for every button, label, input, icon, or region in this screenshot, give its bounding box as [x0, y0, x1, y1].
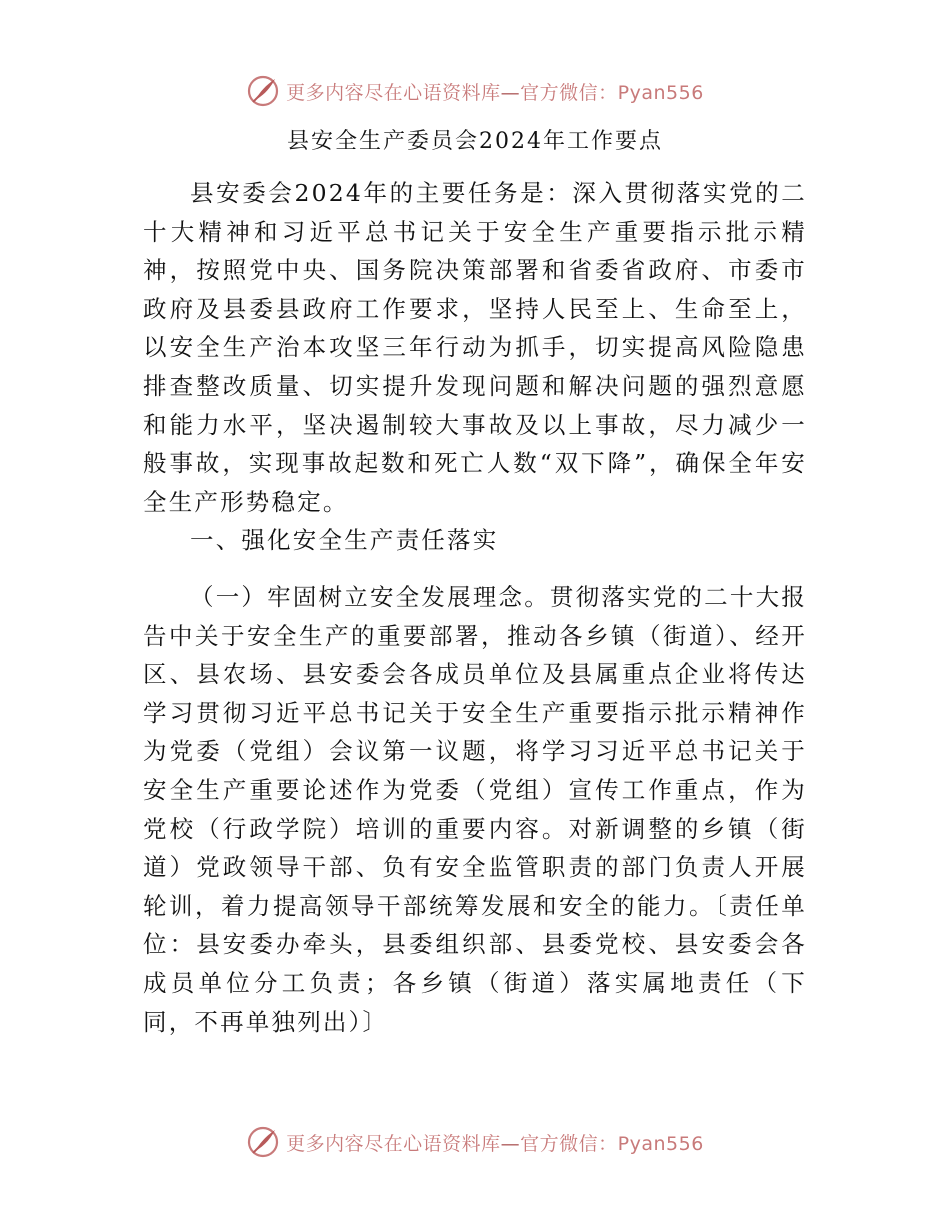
section-heading: 一、强化安全生产责任落实: [190, 526, 499, 554]
watermark-text: [286, 78, 704, 105]
intro-paragraph: 县安委会2024年的主要任务是：深入贯彻落实党的二十大精神和习近平总书记关于安全生产重要指示批示精神，按照党中央、国务院决策部署和省委省政府、市委市政府及县委县政府工作要求，坚持人民至上、生命至上，以安全生产治本攻坚三年行动为抓手，切实提高风险隐患排查整改质量、切实提升发现问题和解决问题的强烈意愿和能力水平，坚决遏制较大事故及以上事故，尽力减少一般事故，实现事故起数和死亡人数“双下降”，确保全年安全生产形势稳定。: [143, 179, 807, 516]
feather-pen-logo-icon: [246, 1125, 280, 1159]
watermark-top: [0, 74, 950, 108]
feather-pen-logo-icon: [246, 74, 280, 108]
watermark-main-text: 更多内容尽在心语资料库: [286, 1132, 501, 1155]
document-title: 县安全生产委员会2024年工作要点: [287, 129, 663, 154]
watermark-text: [286, 1129, 704, 1156]
watermark-main-text: 更多内容尽在心语资料库: [286, 81, 501, 104]
watermark-separator: —: [500, 1132, 521, 1155]
watermark-bottom: [0, 1125, 950, 1159]
watermark-suffix-text: 官方微信：Pyan556: [520, 81, 704, 104]
watermark-separator: —: [500, 81, 521, 104]
watermark-suffix-text: 官方微信：Pyan556: [520, 1132, 704, 1155]
section-paragraph: （一）牢固树立安全发展理念。贯彻落实党的二十大报告中关于安全生产的重要部署，推动各乡镇（街道）、经开区、县农场、县安委会各成员单位及县属重点企业将传达学习贯彻习近平总书记关于安全生产重要指示批示精神作为党委（党组）会议第一议题，将学习习近平总书记关于安全生产重要论述作为党委（党组）宣传工作重点，作为党校（行政学院）培训的重要内容。对新调整的乡镇（街道）党政领导干部、负有安全监管职责的部门负责人开展轮训，着力提高领导干部统筹发展和安全的能力。〔责任单位：县安委办牵头，县委组织部、县委党校、县安委会各成员单位分工负责；各乡镇（街道）落实属地责任（下同，不再单独列出）〕: [143, 583, 807, 1036]
